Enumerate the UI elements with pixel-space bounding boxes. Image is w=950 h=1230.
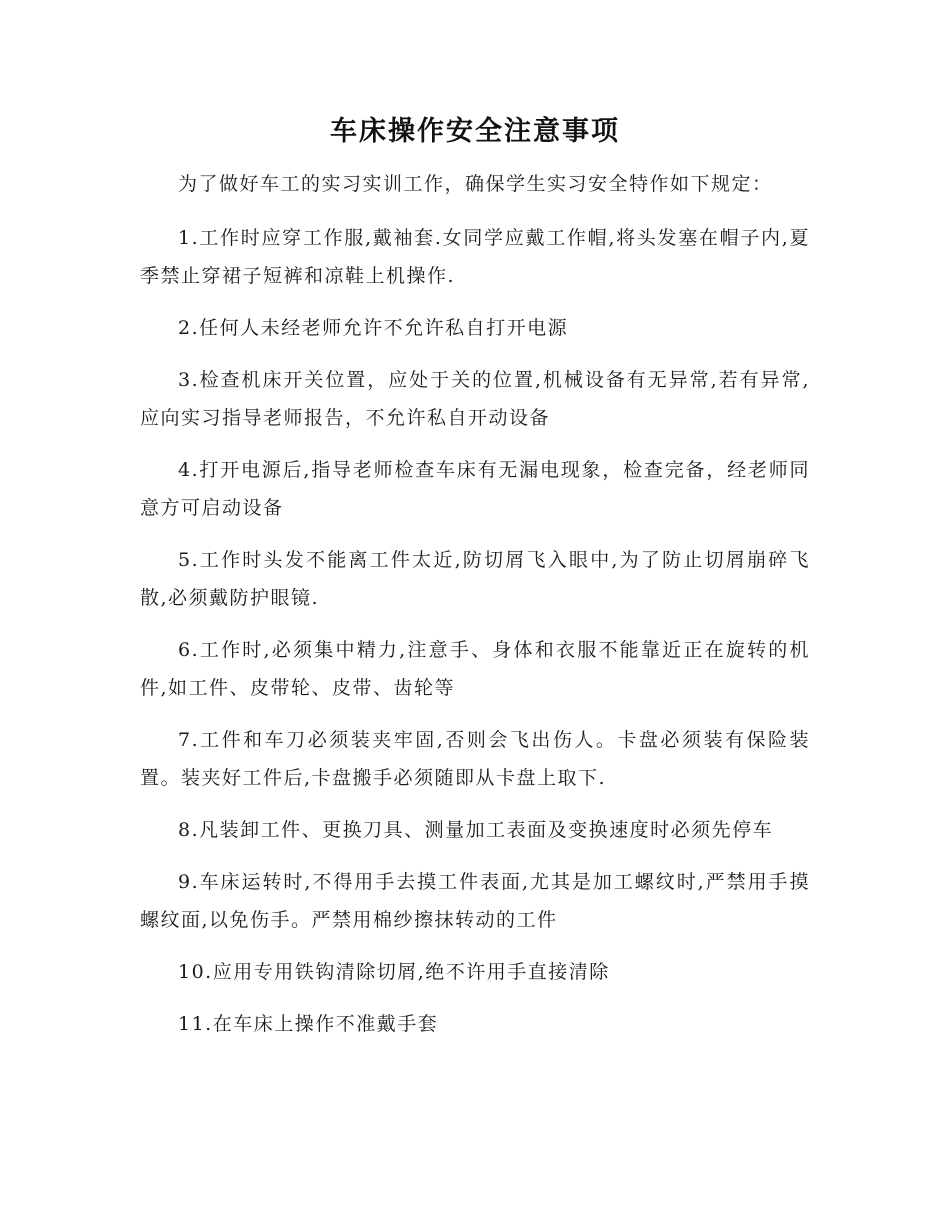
document-title: 车床操作安全注意事项 <box>330 116 620 147</box>
rule-item-8: 8.凡装卸工件、更换刀具、测量加工表面及变换速度时必须先停车 <box>178 819 774 841</box>
rule-item-5: 5.工作时头发不能离工件太近,防切屑飞入眼中,为了防止切屑崩碎飞散,必须戴防护眼镜. <box>140 549 810 609</box>
rule-item-11: 11.在车床上操作不准戴手套 <box>178 1013 439 1035</box>
rule-item-1: 1.工作时应穿工作服,戴袖套.女同学应戴工作帽,将头发塞在帽子内,夏季禁止穿裙子短裤和凉鞋上机操作. <box>140 227 810 287</box>
rule-item-6: 6.工作时,必须集中精力,注意手、身体和衣服不能靠近正在旋转的机件,如工件、皮带轮、皮带、齿轮等 <box>140 639 810 699</box>
rule-item-10: 10.应用专用铁钩清除切屑,绝不许用手直接清除 <box>178 961 610 983</box>
intro-paragraph: 为了做好车工的实习实训工作，确保学生实习安全特作如下规定： <box>178 173 773 195</box>
document-body <box>140 165 810 1043</box>
rule-item-2: 2.任何人未经老师允许不允许私自打开电源 <box>178 317 569 339</box>
rule-item-4: 4.打开电源后,指导老师检查车床有无漏电现象，检查完备，经老师同意方可启动设备 <box>140 459 810 519</box>
rule-item-3: 3.检查机床开关位置，应处于关的位置,机械设备有无异常,若有异常,应向实习指导老师报告，不允许私自开动设备 <box>140 369 810 429</box>
rule-item-7: 7.工件和车刀必须装夹牢固,否则会飞出伤人。卡盘必须装有保险装置。装夹好工件后,卡盘搬手必须随即从卡盘上取下. <box>140 729 810 789</box>
rule-item-9: 9.车床运转时,不得用手去摸工件表面,尤其是加工螺纹时,严禁用手摸螺纹面,以免伤手。严禁用棉纱擦抹转动的工件 <box>140 871 810 931</box>
